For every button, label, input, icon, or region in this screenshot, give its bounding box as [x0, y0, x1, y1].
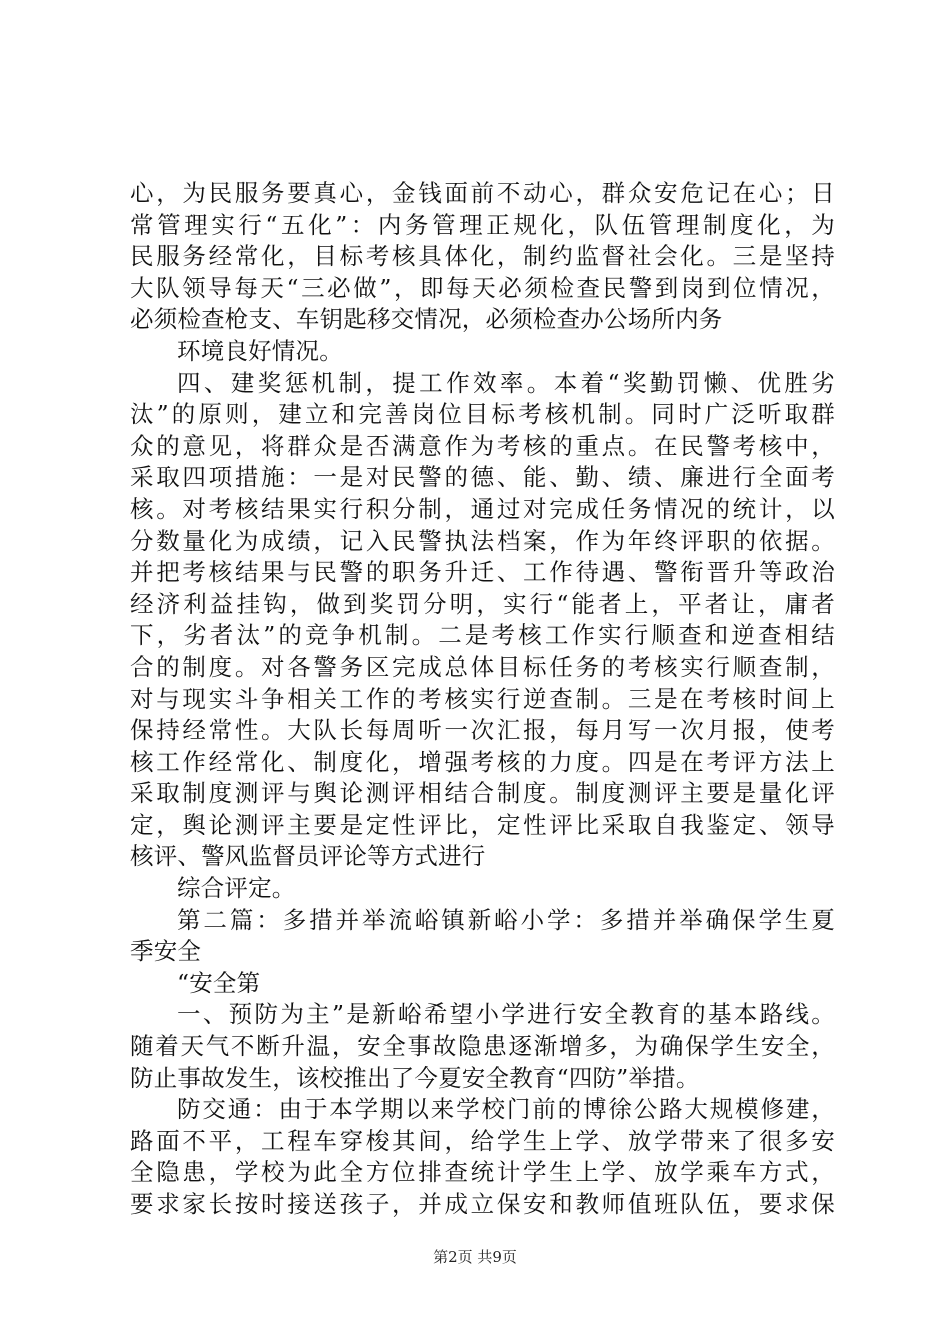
text-line: 汰”的原则，建立和完善岗位目标考核机制。同时广泛听取群 [130, 400, 835, 429]
text-line: 必须检查枪支、车钥匙移交情况，必须检查办公场所内务 [130, 305, 723, 334]
text-line: 合的制度。对各警务区完成总体目标任务的考核实行顺查制， [130, 652, 835, 681]
text-line: 综合评定。 [177, 874, 296, 903]
text-line: 四、建奖惩机制，提工作效率。本着“奖勤罚懒、优胜劣 [177, 368, 835, 397]
page-footer: 第2页 共9页 [433, 1248, 517, 1266]
text-line: 季安全 [130, 937, 202, 966]
text-line: 保持经常性。大队长每周听一次汇报，每月写一次月报，使考 [130, 716, 835, 745]
text-line: 定，舆论测评主要是定性评比，定性评比采取自我鉴定、领导 [130, 810, 835, 839]
text-line: 下，劣者汰”的竞争机制。二是考核工作实行顺查和逆查相结 [130, 621, 835, 650]
text-line: 分数量化为成绩，记入民警执法档案，作为年终评职的依据。 [130, 526, 835, 555]
text-line: 核。对考核结果实行积分制，通过对完成任务情况的统计，以 [130, 494, 835, 523]
text-line: 环境良好情况。 [177, 336, 343, 365]
text-line: 心，为民服务要真心，金钱面前不动心，群众安危记在心；日 [130, 179, 835, 207]
text-line: 并把考核结果与民警的职务升迁、工作待遇、警衔晋升等政治 [130, 558, 835, 587]
text-line: 众的意见，将群众是否满意作为考核的重点。在民警考核中， [130, 431, 835, 460]
text-line: 防止事故发生，该校推出了今夏安全教育“四防”举措。 [130, 1063, 700, 1092]
text-line: 对与现实斗争相关工作的考核实行逆查制。三是在考核时间上 [130, 684, 835, 713]
text-line: 采取四项措施：一是对民警的德、能、勤、绩、廉进行全面考 [130, 463, 835, 492]
body-text [130, 178, 835, 1221]
text-line: 民服务经常化，目标考核具体化，制约监督社会化。三是坚持 [130, 242, 835, 271]
text-line: 要求家长按时接送孩子，并成立保安和教师值班队伍，要求保 [130, 1190, 835, 1218]
text-line: 经济利益挂钩，做到奖罚分明，实行“能者上，平者让，庸者 [130, 589, 835, 618]
text-line: 全隐患，学校为此全方位排查统计学生上学、放学乘车方式， [130, 1158, 835, 1187]
text-line: 路面不平，工程车穿梭其间，给学生上学、放学带来了很多安 [130, 1126, 835, 1155]
text-line: 核评、警风监督员评论等方式进行 [130, 842, 486, 871]
text-line: 第二篇：多措并举流峪镇新峪小学：多措并举确保学生夏 [177, 905, 835, 934]
text-line: 常管理实行“五化”：内务管理正规化，队伍管理制度化，为 [130, 210, 835, 239]
text-line: 大队领导每天“三必做”，即每天必须检查民警到岗到位情况， [130, 273, 835, 302]
text-line: 采取制度测评与舆论测评相结合制度。制度测评主要是量化评 [130, 779, 835, 808]
text-line: 一、预防为主”是新峪希望小学进行安全教育的基本路线。 [177, 1000, 835, 1029]
text-line: 随着天气不断升温，安全事故隐患逐渐增多，为确保学生安全， [130, 1032, 835, 1061]
text-line: “安全第 [177, 968, 261, 997]
text-line: 核工作经常化、制度化，增强考核的力度。四是在考评方法上 [130, 747, 835, 776]
text-line: 防交通：由于本学期以来学校门前的博徐公路大规模修建， [177, 1095, 835, 1124]
